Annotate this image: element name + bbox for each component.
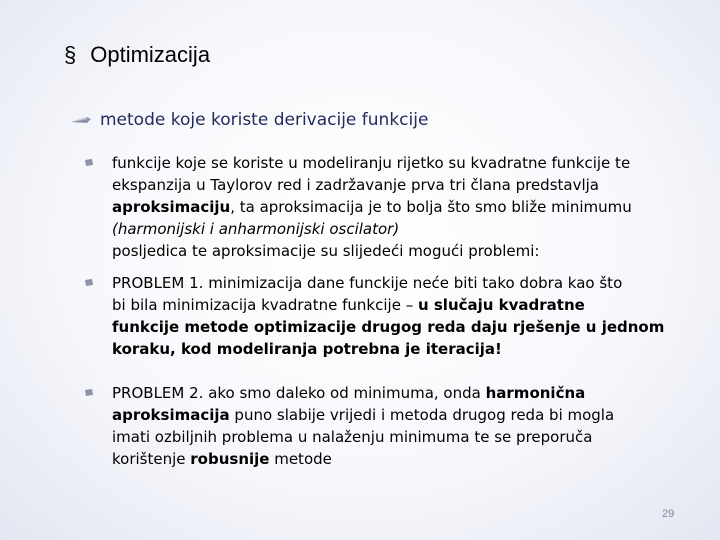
item3-line2-rest: puno slabije vrijedi i metoda drugog reda bi mogla <box>229 406 615 424</box>
list-item <box>84 382 684 470</box>
slide-title <box>64 42 210 68</box>
bold-text: robusnije <box>190 450 270 468</box>
item3-line4 <box>112 448 684 470</box>
title-text: Optimizacija <box>90 42 211 67</box>
item1-line3 <box>112 196 684 218</box>
bold-text: aproksimaciju <box>112 198 231 216</box>
item3-line2 <box>112 404 684 426</box>
item3-line1-plain: PROBLEM 2. ako smo daleko od minimuma, onda <box>112 384 486 402</box>
bold-text: funkcije metode optimizacije drugog reda daju rješenje u jednom <box>112 318 665 336</box>
item1-line2: ekspanzija u Taylorov red i zadržavanje prva tri člana predstavlja <box>112 176 599 194</box>
item3-line3: imati ozbiljnih problema u nalaženju minimuma te se preporuča <box>112 428 593 446</box>
bold-text: u slučaju kvadratne <box>417 296 585 314</box>
subheading <box>70 110 428 130</box>
item2-line2 <box>112 294 684 316</box>
bullet-list <box>84 152 684 470</box>
item1-line4 <box>112 218 684 240</box>
item1-line1: funkcije koje se koriste u modeliranju rijetko su kvadratne funkcije te <box>112 154 631 172</box>
item1-line3-rest: , ta aproksimacija je to bolja što smo bliže minimumu <box>230 198 632 216</box>
item2-line3 <box>112 316 684 338</box>
arrow-bullet-icon <box>70 114 92 126</box>
item3-line4-plain: korištenje <box>112 450 191 468</box>
item1-line5: posljedica te aproksimacije su slijedeći mogući problemi: <box>112 242 540 260</box>
item3-line1 <box>112 382 684 404</box>
list-item <box>84 272 684 360</box>
item2-line4 <box>112 338 684 360</box>
bold-text: aproksimacija <box>112 406 230 424</box>
page-number: 29 <box>662 508 675 520</box>
bold-text: koraku, kod modeliranja potrebna je iteracija! <box>112 340 502 358</box>
subheading-text: metode koje koriste derivacije funkcije <box>100 110 429 130</box>
item3-line4-rest: metode <box>269 450 332 468</box>
item2-line1: PROBLEM 1. minimizacija dane funckije neće biti tako dobra kao što <box>112 274 623 292</box>
bullet-icon <box>84 388 94 397</box>
item2-line2-plain: bi bila minimizacija kvadratne funkcije – <box>112 296 418 314</box>
bold-text: harmonična <box>485 384 586 402</box>
section-symbol: § <box>64 42 77 67</box>
bullet-icon <box>84 158 94 167</box>
list-item <box>84 152 684 262</box>
bullet-icon <box>84 278 94 287</box>
italic-text: (harmonijski i anharmonijski oscilator) <box>112 220 400 238</box>
